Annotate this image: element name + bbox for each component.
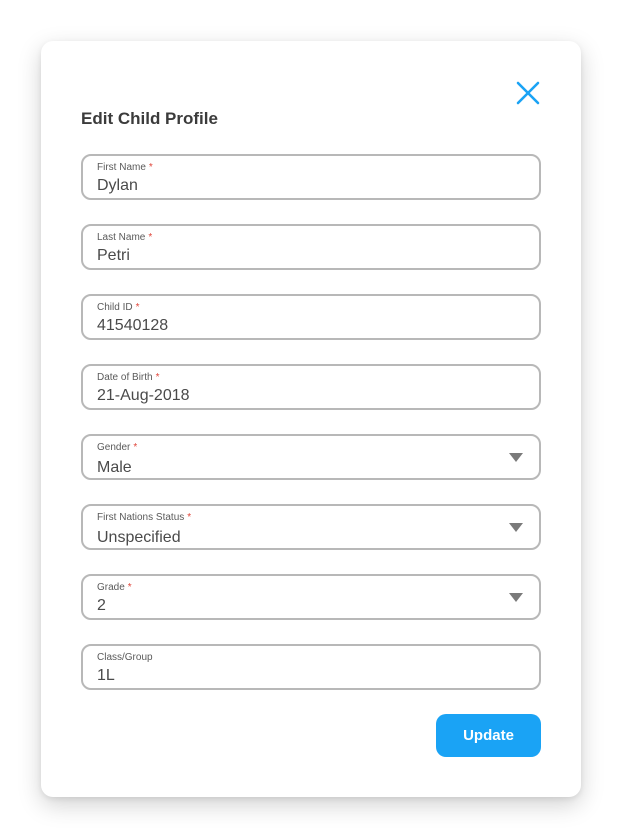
close-icon — [516, 81, 540, 105]
chevron-down-icon[interactable] — [509, 593, 523, 602]
required-marker: * — [148, 162, 153, 173]
grade-select[interactable] — [81, 574, 541, 620]
date-of-birth-label: Date of Birth * — [97, 372, 160, 383]
first-name-value: Dylan — [97, 177, 138, 194]
child-id-value: 41540128 — [97, 317, 169, 334]
child-id-field[interactable] — [81, 294, 541, 340]
last-name-value: Petri — [97, 247, 130, 264]
required-marker: * — [133, 442, 138, 453]
last-name-field[interactable] — [81, 224, 541, 270]
close-button[interactable] — [516, 81, 540, 105]
required-marker: * — [187, 512, 192, 523]
edit-child-profile-dialog — [41, 41, 581, 797]
first-nations-status-value: Unspecified — [97, 529, 181, 546]
grade-label: Grade * — [97, 582, 132, 593]
class-group-label: Class/Group — [97, 652, 153, 663]
child-id-label: Child ID * — [97, 302, 140, 313]
required-marker: * — [155, 372, 160, 383]
first-nations-status-label: First Nations Status * — [97, 512, 192, 523]
update-button[interactable]: Update — [436, 714, 541, 757]
gender-label: Gender * — [97, 442, 138, 453]
date-of-birth-field[interactable] — [81, 364, 541, 410]
last-name-label: Last Name * — [97, 232, 153, 243]
first-name-field[interactable] — [81, 154, 541, 200]
dialog-title: Edit Child Profile — [81, 109, 218, 128]
first-nations-status-select[interactable] — [81, 504, 541, 550]
required-marker: * — [135, 302, 140, 313]
grade-value: 2 — [97, 597, 106, 614]
gender-value: Male — [97, 459, 132, 476]
chevron-down-icon[interactable] — [509, 523, 523, 532]
chevron-down-icon[interactable] — [509, 453, 523, 462]
required-marker: * — [127, 582, 132, 593]
required-marker: * — [148, 232, 153, 243]
gender-select[interactable] — [81, 434, 541, 480]
class-group-field[interactable] — [81, 644, 541, 690]
date-of-birth-value: 21-Aug-2018 — [97, 387, 190, 404]
class-group-value: 1L — [97, 667, 115, 684]
first-name-label: First Name * — [97, 162, 153, 173]
